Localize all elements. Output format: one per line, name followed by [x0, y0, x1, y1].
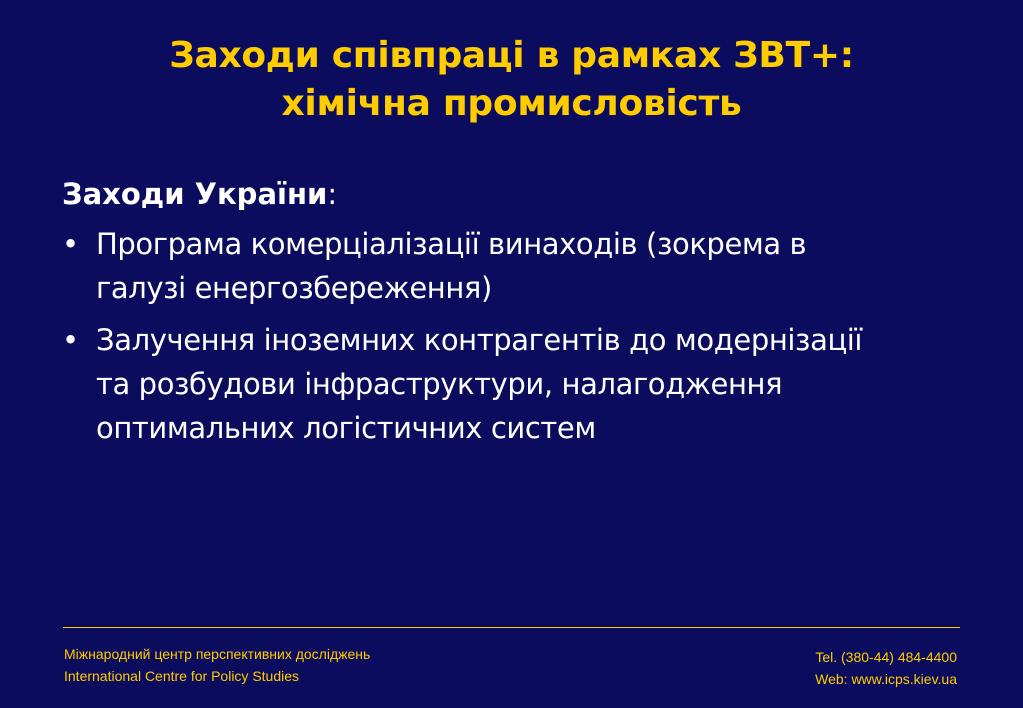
bullet-1-line-1: Програма комерціалізації винаходів (зокрема в — [96, 227, 807, 261]
footer-web: Web: www.icps.kiev.ua — [815, 671, 957, 687]
slide-title-line-1: Заходи співпраці в рамках ЗВТ+: — [169, 35, 854, 76]
footer-org-en: International Centre for Policy Studies — [64, 668, 300, 684]
footer-contacts — [815, 646, 957, 690]
bullet-2-line-3: оптимальних логістичних систем — [96, 411, 596, 445]
footer-org-ua: Міжнародний центр перспективних досліджень — [64, 646, 371, 662]
slide-content — [62, 172, 982, 458]
bullet-item-1 — [62, 222, 982, 310]
bullet-marker: • — [62, 227, 79, 261]
footer-divider — [63, 627, 960, 628]
slide-title — [40, 32, 983, 128]
slide-title-line-2: хімічна промисловість — [281, 83, 742, 124]
section-heading-text: Заходи України — [62, 177, 328, 211]
bullet-marker: • — [62, 323, 79, 357]
footer-tel: Tel. (380-44) 484-4400 — [815, 649, 957, 665]
section-heading — [62, 172, 982, 216]
bullet-2-line-2: та розбудови інфраструктури, налагодження — [96, 367, 783, 401]
bullet-2-line-1: Залучення іноземних контрагентів до модернізації — [96, 323, 863, 357]
footer-organization — [64, 643, 370, 687]
section-heading-colon: : — [327, 177, 338, 211]
bullet-item-2 — [62, 318, 982, 450]
bullet-1-line-2: галузі енергозбереження) — [96, 271, 492, 305]
